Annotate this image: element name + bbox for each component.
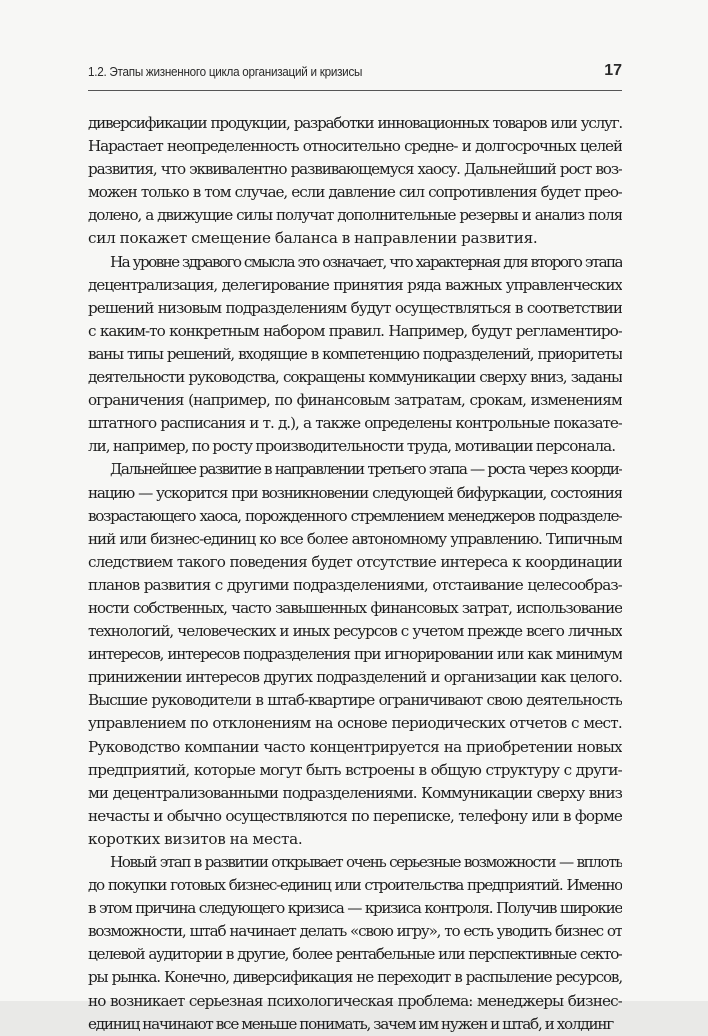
text-line: деятельности руководства, сокращены коммуникации сверху вниз, заданы bbox=[88, 368, 622, 387]
text-line: Руководство компании часто концентрируется на приобретении новых bbox=[88, 737, 622, 756]
text-line: ми децентрализованными подразделениями. Коммуникации сверху вниз bbox=[88, 783, 622, 802]
text-line: ности собственных, часто завышенных финансовых затрат, использование bbox=[88, 598, 622, 617]
text-line: нечасты и обычно осуществляются по переписке, телефону или в форме bbox=[88, 806, 622, 825]
text-line: управлением по отклонениям на основе периодических отчетов с мест. bbox=[88, 714, 622, 733]
text-line: нацию — ускорится при возникновении следующей бифуркации, состояния bbox=[88, 483, 622, 502]
text-line: децентрализация, делегирование принятия ряда важных управленческих bbox=[88, 275, 622, 294]
text-line: в этом причина следующего кризиса — кризиса контроля. Получив широкие bbox=[88, 899, 622, 918]
text-line: до покупки готовых бизнес-единиц или строительства предприятий. Именно bbox=[88, 876, 622, 895]
text-line: принижении интересов других подразделений и организации как целого. bbox=[88, 668, 622, 687]
text-line: ограничения (например, по финансовым затратам, срокам, изменениям bbox=[88, 391, 622, 410]
text-line: На уровне здравого смысла это означает, что характерная для второго этапа bbox=[110, 252, 622, 271]
chapter-title: 1.2. Этапы жизненного цикла организаций и кризисы bbox=[88, 64, 363, 79]
text-line: но возникает серьезная психологическая проблема: менеджеры бизнес- bbox=[88, 991, 622, 1010]
running-header bbox=[88, 62, 622, 84]
text-line: ры рынка. Конечно, диверсификация не переходит в распыление ресурсов, bbox=[88, 968, 622, 987]
text-line: штатного расписания и т. д.), а также определены контрольные показате- bbox=[88, 414, 622, 433]
paragraph bbox=[88, 251, 622, 459]
text-line: интересов, интересов подразделения при игнорировании или как минимум bbox=[88, 645, 622, 664]
text-line: возможности, штаб начинает делать «свою игру», то есть уводить бизнес от bbox=[88, 922, 622, 941]
body-text bbox=[88, 112, 622, 1036]
text-line: следствием такого поведения будет отсутствие интереса к координации bbox=[88, 552, 622, 571]
text-line: ли, например, по росту производительности труда, мотивации персонала. bbox=[88, 437, 616, 456]
header-divider bbox=[88, 90, 622, 91]
paragraph bbox=[88, 112, 622, 251]
text-line: развития, что эквивалентно развивающемуся хаосу. Дальнейший рост воз- bbox=[88, 160, 622, 179]
text-line: технологий, человеческих и иных ресурсов с учетом прежде всего личных bbox=[88, 622, 622, 641]
text-line: Нарастает неопределенность относительно средне- и долгосрочных целей bbox=[88, 137, 622, 156]
text-line: Высшие руководители в штаб-квартире ограничивают свою деятельность bbox=[88, 691, 622, 710]
text-line: можен только в том случае, если давление сил сопротивления будет прео- bbox=[88, 183, 622, 202]
text-line: долено, а движущие силы получат дополнительные резервы и анализ поля bbox=[88, 206, 622, 225]
text-line: коротких визитов на места. bbox=[88, 829, 303, 848]
text-line: ваны типы решений, входящие в компетенцию подразделений, приоритеты bbox=[88, 344, 622, 363]
text-line: с каким-то конкретным набором правил. Например, будут регламентиро- bbox=[88, 321, 622, 340]
text-line: планов развития с другими подразделениями, отстаивание целесообраз- bbox=[88, 575, 622, 594]
paragraph bbox=[88, 458, 622, 851]
text-line: предприятий, которые могут быть встроены в общую структуру с други- bbox=[88, 760, 622, 779]
text-line: единиц начинают все меньше понимать, зачем им нужен и штаб, и холдинг bbox=[88, 1014, 614, 1033]
paragraph bbox=[88, 851, 622, 1036]
text-line: Новый этап в развитии открывает очень серьезные возможности — вплоть bbox=[110, 853, 622, 871]
text-line: возрастающего хаоса, порожденного стремлением менеджеров подразделе- bbox=[88, 506, 622, 525]
text-line: ний или бизнес-единиц ко все более автономному управлению. Типичным bbox=[88, 529, 622, 548]
text-line: сил покажет смещение баланса в направлении развития. bbox=[88, 229, 538, 248]
page-number: 17 bbox=[604, 62, 622, 79]
text-line: решений низовым подразделениям будут осуществляться в соответствии bbox=[88, 298, 622, 317]
text-line: целевой аудитории в другие, более рентабельные или перспективные секто- bbox=[88, 945, 622, 964]
text-line: диверсификации продукции, разработки инновационных товаров или услуг. bbox=[88, 114, 622, 132]
text-line: Дальнейшее развитие в направлении третьего этапа — роста через коорди- bbox=[110, 460, 622, 479]
